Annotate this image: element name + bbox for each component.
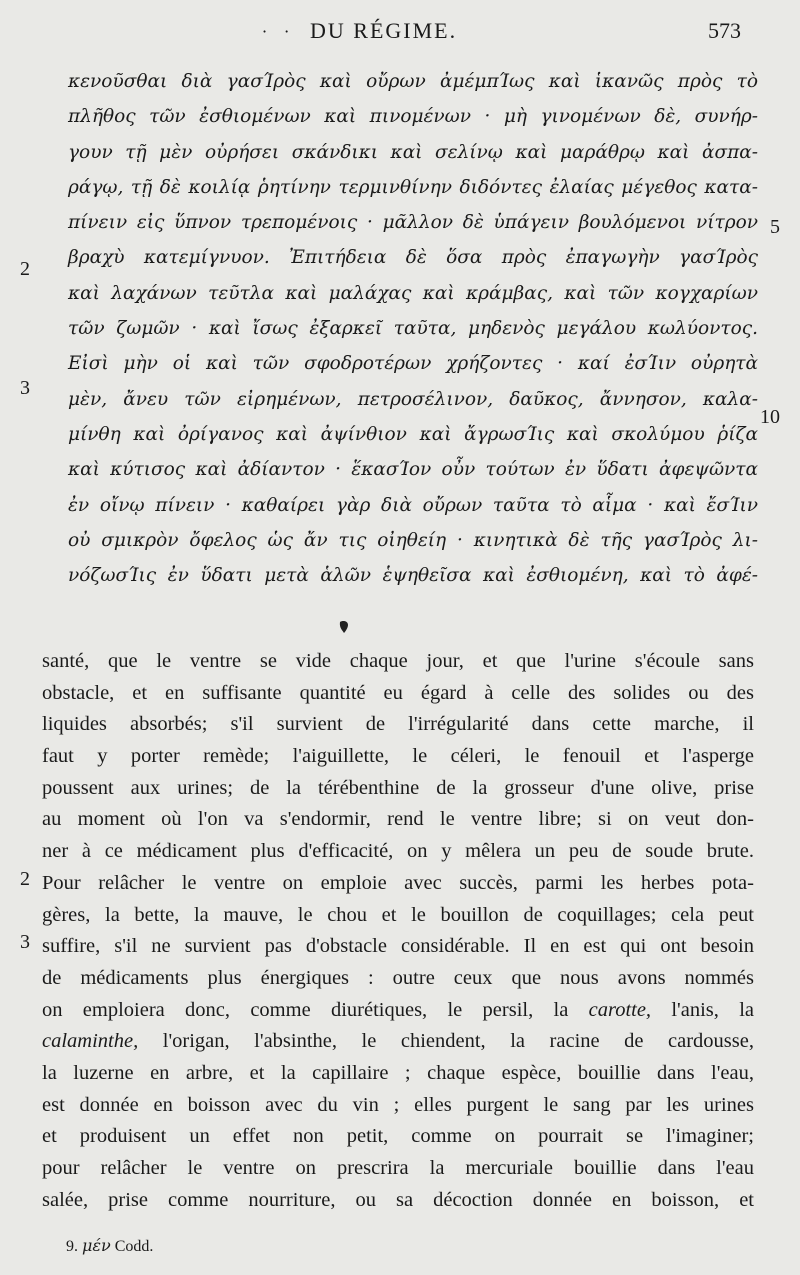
- running-header: [0, 16, 800, 46]
- greek-line-number-5: 5: [770, 216, 780, 238]
- french-line: est donnée en boisson avec du vin ; elles purgent le sang par les urines: [42, 1093, 754, 1116]
- french-line: faut y porter remède; l'aiguillette, le céleri, le fenouil et l'asperge: [42, 745, 754, 768]
- french-line: la luzerne en arbre, et la capillaire ; chaque espèce, bouillie dans l'eau,: [42, 1061, 754, 1084]
- french-line: pour relâcher le ventre on prescrira la mercuriale bouillie dans l'eau: [42, 1157, 754, 1179]
- french-line-start: on emploiera donc, comme diurétiques, le persil, la: [42, 998, 589, 1021]
- greek-line: ράγῳ, τῇ δὲ κοιλίᾳ ῥητίνην τερμινθίνην διδόντες ἐλαίας μέγεθος κατα-: [68, 176, 758, 198]
- greek-line: ἐν οἴνῳ πίνειν · καθαίρει γὰρ διὰ οὔρων ταῦτα τὸ αἷμα · καὶ ἔσΊιν: [68, 494, 758, 516]
- french-line: [42, 995, 754, 1027]
- greek-line: πίνειν εἰς ὕπνον τρεπομένοις · μᾶλλον δὲ ὑπάγειν βουλόμενοι νίτρον: [68, 212, 758, 234]
- greek-line: τῶν ζωμῶν · καὶ ἴσως ἐξαρκεῖ ταῦτα, μηδενὸς μεγάλου κωλύοντος.: [68, 318, 758, 340]
- footnote: [66, 1236, 153, 1256]
- french-translation-block: [42, 646, 754, 1216]
- greek-line: Εἰσὶ μὴν οἱ καὶ τῶν σφοδροτέρων χρήζοντες · καί ἐσΊιν οὐρητὰ: [68, 353, 758, 375]
- french-line: poussent aux urines; de la térébenthine de la grosseur d'une olive, prise: [42, 776, 754, 799]
- french-line: salée, prise comme nourriture, ou sa décoction donnée en boisson, et: [42, 1188, 754, 1211]
- french-line-italic-start: calaminthe,: [42, 1030, 139, 1053]
- french-line: Pour relâcher le ventre on emploie avec succès, parmi les herbes pota-: [42, 871, 754, 894]
- greek-line: βραχὺ κατεμίγνυον. Ἐπιτήδεια δὲ ὅσα πρὸς ἐπαγωγὴν γασΊρὸς: [68, 247, 758, 269]
- french-line-end: l'anis, la: [651, 998, 754, 1021]
- french-line: de médicaments plus énergiques : outre ceux que nous avons nommés: [42, 966, 754, 989]
- greek-section-marker-2: 2: [20, 258, 30, 280]
- greek-line: οὐ σμικρὸν ὄφελος ὡς ἄν τις οἰηθείη · κινητικὰ δὲ τῆς γασΊρὸς λι-: [68, 529, 758, 551]
- french-line: liquides absorbés; s'il survient de l'irrégularité dans cette marche, il: [42, 713, 754, 736]
- greek-line: καὶ κύτισος καὶ ἀδίαντον · ἕκασΊον οὖν τούτων ἐν ὕδατι ἀφεψῶντα: [68, 459, 758, 481]
- italic-term: carotte,: [588, 998, 652, 1021]
- greek-line: νόζωσΊις ἐν ὕδατι μετὰ ἁλῶν ἑψηθεῖσα καὶ ἐσθιομένη, καὶ τὸ ἀφέ-: [68, 565, 758, 587]
- french-line: et produisent un effet non petit, comme on pourrait se l'imaginer;: [42, 1125, 754, 1148]
- french-section-marker-3: 3: [20, 931, 30, 953]
- header-dots: · ·: [262, 22, 296, 41]
- french-line: santé, que le ventre se vide chaque jour, et que l'urine s'écoule sans: [42, 650, 754, 672]
- greek-text-block: [68, 64, 758, 593]
- french-line-rest: l'origan, l'absinthe, le chiendent, la racine de cardousse,: [138, 1030, 754, 1053]
- greek-section-marker-3: 3: [20, 377, 30, 399]
- page-number: 573: [708, 18, 741, 43]
- ink-mark-icon: [338, 620, 350, 634]
- greek-line: κενοῦσθαι διὰ γασΊρὸς καὶ οὔρων ἀμέμπΊως καὶ ἱκανῶς πρὸς τὸ: [68, 71, 758, 92]
- footnote-number: 9.: [66, 1238, 78, 1255]
- french-line: [42, 1026, 754, 1058]
- french-line: gères, la bette, la mauve, le chou et le bouillon de coquillages; cela peut: [42, 903, 754, 926]
- greek-line: γουν τῇ μὲν οὐρήσει σκάνδικι καὶ σελίνῳ καὶ μαράθρῳ καὶ ἀσπα-: [68, 141, 758, 163]
- greek-line: μὲν, ἄνευ τῶν εἰρημένων, πετροσέλινον, δαῦκος, ἄννησον, καλα-: [68, 388, 758, 410]
- footnote-greek: μέν: [82, 1236, 111, 1255]
- footnote-text: Codd.: [110, 1238, 154, 1255]
- greek-line: μίνθη καὶ ὀρίγανος καὶ ἀψίνθιον καὶ ἄγρωσΊις καὶ σκολύμου ῥίζα: [68, 423, 758, 445]
- greek-line: πλῆθος τῶν ἐσθιομένων καὶ πινομένων · μὴ γινομένων δὲ, συνήρ-: [68, 106, 758, 128]
- french-line: ner à ce médicament plus d'efficacité, on y mêlera un peu de soude brute.: [42, 840, 754, 863]
- french-section-marker-2: 2: [20, 868, 30, 890]
- french-line: suffire, s'il ne survient pas d'obstacle considérable. Il en est qui ont besoin: [42, 935, 754, 958]
- french-line: au moment où l'on va s'endormir, rend le ventre libre; si on veut don-: [42, 808, 754, 831]
- french-line: obstacle, et en suffisante quantité eu égard à celle des solides ou des: [42, 681, 754, 704]
- greek-line: καὶ λαχάνων τεῦτλα καὶ μαλάχας καὶ κράμβας, καὶ τῶν κογχαρίων: [68, 282, 758, 304]
- running-title: DU RÉGIME.: [310, 18, 458, 43]
- greek-line-number-10: 10: [760, 406, 780, 428]
